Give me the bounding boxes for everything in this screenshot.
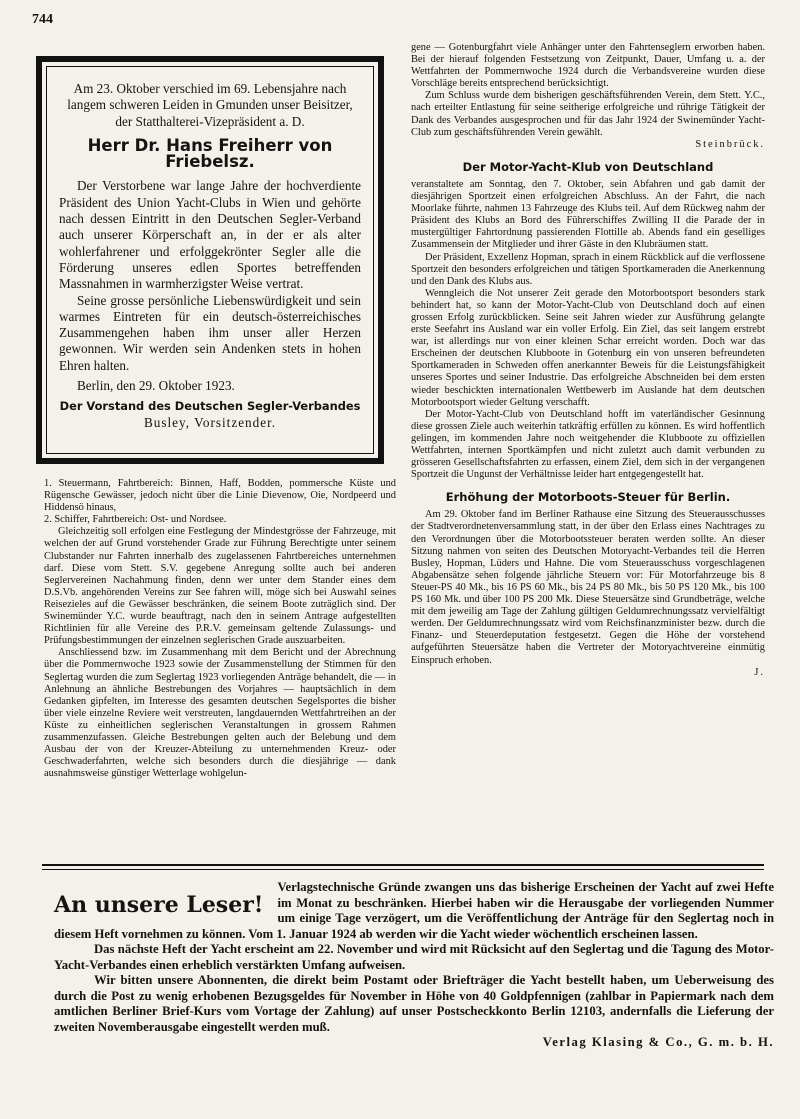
obituary-chairman: Busley, Vorsitzender. [143, 414, 277, 430]
obituary-inner-frame [46, 66, 374, 454]
notice-paragraph-1: Verlagstechnische Gründe zwangen uns das bisherige Erscheinen der Yacht auf zwei Hefte im Monat zu beschränken. Hierbei haben wir die Herausgabe der vorliegenden Nummer um einige Tage verzögert, um die Veröffentlichung der Anträge für den Seglertag noch in diesem Heft vornehmen zu können. Vom 1. Januar 1924 ab werden wir die Yacht wieder wöchentlich erscheinen lassen. [54, 880, 774, 941]
right-paragraph-6: Am 29. Oktober fand im Berliner Rathause eine Sitzung des Steuerausschusses der Stadtverordnetenversammlung statt, in der über den Erlass eines Nachtrages zu den Verordnungen über die Motorbootssteuer beraten werden sollte. An dieser Sitzung nahmen von seiten des Deutschen Motoryacht-Verbandes teil die Herren Busley, Hopman, Lüders und Hahne. Die vom Steuerausschuss vorgeschlagenen Abgabensätze sehen folgende jährliche Steuern vor: Für Motorfahrzeuge bis 8 Steuer-PS 40 Mk., bis 16 PS 60 Mk., bis 24 PS 80 Mk., bis 50 PS 120 Mk., bis 100 PS 160 Mk. und über 100 PS 200 Mk. Diese Steuersätze sind Grundbeträge, welche mit dem jeweilig am Tage der Zahlung gültigen Geldumrechnungssatz vervielfältigt werden. Der Geldumrechnungssatz wird vom Reichsfinanzminister bezw. durch die Finanz- und Steuerdeputation festgesetzt. Gegen die Höhe der vorstehend aufgeführten Steuersätze haben die Vertreter der Motoryachtvereine einmütig Einspruch erhoben. [411, 509, 765, 666]
right-paragraph-4: Wenngleich die Not unserer Zeit gerade den Motorbootsport besonders stark behindert hat, so kann der Motor-Yacht-Club von Deutschland doch auf einen grossen Erfolg zurückblicken. Seine seit Jahren wieder zur Ausführung gelangte erste Seefahrt ins Ausland war ein voller Erfolg. Ein Ziel, das seit langem erstrebt war, ist allerdings nur von einer kleinen Schar erreicht worden. Doch war das Erscheinen der deutschen Klubboote in Gotenburg ein von unseren befreundeten Sportkameraden in Schweden offen anerkannter Beweis für die Leistungsfähigkeit unseres Sportes und seiner Industrie. Das erfolgreiche Abschneiden bei dem ersten wieder beschickten internationalen Wettbewerb im Auslande hat dem deutschen Motorbootsport wieder Geltung verschafft. [411, 287, 765, 408]
rank-item-schiffer: 2. Schiffer, Fahrtbereich: Ost- und Nordsee. [44, 514, 227, 526]
section-heading-motor-yacht-klub: Der Motor-Yacht-Klub von Deutschland [462, 159, 714, 174]
obituary-paragraph-1: Der Verstorbene war lange Jahre der hochverdiente Präsident des Union Yacht-Clubs in Wien und gehörte nach dessen Eintritt in den Deutschen Segler-Verband auch unserer Körperschaft an, in der er als alter wohlerfahrener und erfolggekrönter Segler alle die Förderung unseres edlen Sportes betreffenden Massnahmen in warmherzigster Weise vertrat. [59, 178, 361, 292]
section-heading-motorboots-steuer: Erhöhung der Motorboots-Steuer für Berlin. [445, 490, 731, 505]
right-paragraph-1: Zum Schluss wurde dem bisherigen geschäftsführenden Verein, dem Stett. Y.C., nach erteilter Entlastung für seine seitherige erfolgreiche und rührige Tätigkeit der Dank des Verbandes ausgesprochen und für das Jahr 1924 der Swinemünder Yacht-Club zum geschäftsführenden Verein gewählt. [411, 90, 765, 138]
left-column [44, 478, 396, 780]
divider-rule-top [42, 864, 764, 866]
signature-steinbrueck: Steinbrück. [695, 138, 765, 150]
right-paragraph-continuation: gene — Gotenburgfahrt viele Anhänger unter den Fahrtenseglern erworben haben. Bei der hierauf folgenden Festsetzung von Zeitpunkt, Dauer, Umfang u. a. der Wettfahrten der Pommernwoche 1924 durch die Verbandsvereine wurden diese Vorschläge bereits entsprechend berücksichtigt. [411, 42, 765, 90]
right-paragraph-3: Der Präsident, Exzellenz Hopman, sprach in einem Rückblick auf die verflossene Sportzeit den besonders erfolgreichen und tätigen Sportkameraden die Anerkennung und den Dank des Klubs aus. [411, 251, 765, 287]
obituary-intro: Am 23. Oktober verschied im 69. Lebensjahre nach langem schweren Leiden in Gmunden unser Beisitzer, der Statthalterei-Vizepräsident a. D. [67, 81, 353, 129]
right-paragraph-5: Der Motor-Yacht-Club von Deutschland hofft im vaterländischer Gesinnung diese grossen Ziele auch weiterhin tatkräftig erfüllen zu können. Es wird hoffentlich gelingen, im kommenden Jahre noch weitgehender die Klubboote zu offiziellen Wettfahrten, internen Sportkämpfen und nicht zuletzt auch damit verbunden zu grösseren Gesellschaftsfahrten zu erfassen, einem Ziel, dem sich in der vergangenen Sportzeit die Ungunst der Verhältnisse leider hart entgegengestellt hat. [411, 408, 765, 481]
notice-paragraph-2: Das nächste Heft der Yacht erscheint am 22. November und wird mit Rücksicht auf den Seglertag und die Tagung des Motor-Yacht-Verbandes einen erheblich verstärkten Umfang aufweisen. [54, 942, 774, 972]
left-paragraph-1: Gleichzeitig soll erfolgen eine Festlegung der Mindestgrösse der Fahrzeuge, mit welchen der auf Grund vorstehender Grade zur Führung Berechtigte unter seinem Clubstander nur Fahrten innerhalb des zugelassenen Fahrtbereiches unternehmen darf. Diese vom Stett. S.V. gegebene Anregung sollte auch bei anderen Seglervereinen Nachahmung finden, denn wer unter dem Stander eines dem D.S.Vb. angehörenden Vereins zur See fahren will, möge sich bei Auswahl seines Reisezieles auf die Gewässer beschränken, die seinem Boote zuträglich sind. Der Swinemünder Y.C. wurde beauftragt, nach den in seinem Antrage aufgestellten Richtlinien für alle Vereine des P.R.V. gemeinsam geltende Zulassungs- und Prüfungsbestimmungen der einzelnen seglerischen Grade auszuarbeiten. [44, 526, 396, 647]
notice-paragraph-3: Wir bitten unsere Abonnenten, die direkt beim Postamt oder Briefträger die Yacht bestellt haben, um Ueberweisung des durch die Post zu wenig erhobenen Bezugsgeldes für November in Höhe von 40 Goldpfennigen (zahlbar in Papiermark nach dem amtlichen Berliner Brief-Kurs vom Vortage der Zahlung) auf unser Postscheckkonto Berlin 12103, andernfalls die Lieferung der zweiten Novemberausgabe eingestellt werden muß. [54, 973, 774, 1034]
obituary-organization: Der Vorstand des Deutschen Segler-Verbandes [59, 399, 361, 414]
reader-notice [54, 880, 774, 1051]
obituary-date: Berlin, den 29. Oktober 1923. [77, 378, 235, 394]
obituary-paragraph-2: Seine grosse persönliche Liebenswürdigkeit und sein warmes Eintreten für ein deutsch-österreichisches Zusammengehen haben ihm unser aller Herzen gewonnen. Wir werden sein Andenken stets in hohen Ehren halten. [59, 292, 361, 373]
divider-rule-top-thin [42, 869, 764, 870]
signature-j: J. [754, 666, 765, 678]
obituary-box [36, 56, 384, 464]
page-number: 744 [32, 12, 53, 27]
obituary-name: Herr Dr. Hans Freiherr von Friebelsz. [87, 135, 333, 172]
right-paragraph-2: veranstaltete am Sonntag, den 7. Oktober, sein Abfahren und gab damit der diesjährigen Sportzeit einen erfolgreichen Abschluss. An der Fahrt, die nach Moorlake führte, nahmen 13 Fahrzeuge des Klubs teil. Auf dem Rückweg nahm der Präsident des Klubs an Bord des Führerschiffes Zwilling II die Parade der in mustergültiger Fahrtordnung passierenden Flottille ab. Abends fand ein geselliges Zusammensein der Mitglieder und ihrer Gäste in den Klubräumen statt. [411, 178, 765, 251]
notice-publisher: Verlag Klasing & Co., G. m. b. H. [542, 1035, 774, 1049]
rank-item-steuermann: 1. Steuermann, Fahrtbereich: Binnen, Haff, Bodden, pommersche Küste und Rügensche Gewässer, jedoch nicht über die Linie Dievenow, Oie, Nordpeerd und Hiddensö hinaus, [44, 478, 396, 514]
right-column [411, 42, 765, 679]
left-paragraph-2: Anschliessend bzw. im Zusammenhang mit dem Bericht und der Abrechnung über die Pommernwoche 1923 sowie der Zusammenstellung der Stimmen für den Seglertag wurden die zum Seglertag 1923 vorliegenden Anträge behandelt, die — in Anlehnung an ähnliche Bestrebungen des Vorjahres — hauptsächlich in dem Gedanken gipfelten, im Interesse des gesamten deutschen Segelsportes die bisher über viele einzelne Reviere weit verstreuten, langdauernden Wettfahrtreihen an der Küste zu einheitlichen seglerischen Veranstaltungen in grossem Rahmen zusammenzufassen. Gleiche Bestrebungen gelten auch der Belebung und dem Ausbau der von der Kreuzer-Abteilung zu unternehmenden Kreuz- oder Geschwaderfahrten, welche sich besonders durch die diesjährige — dank ausnahmsweise günstiger Wetterlage wohlgelun- [44, 647, 396, 780]
notice-title: An unsere Leser! [54, 892, 264, 918]
